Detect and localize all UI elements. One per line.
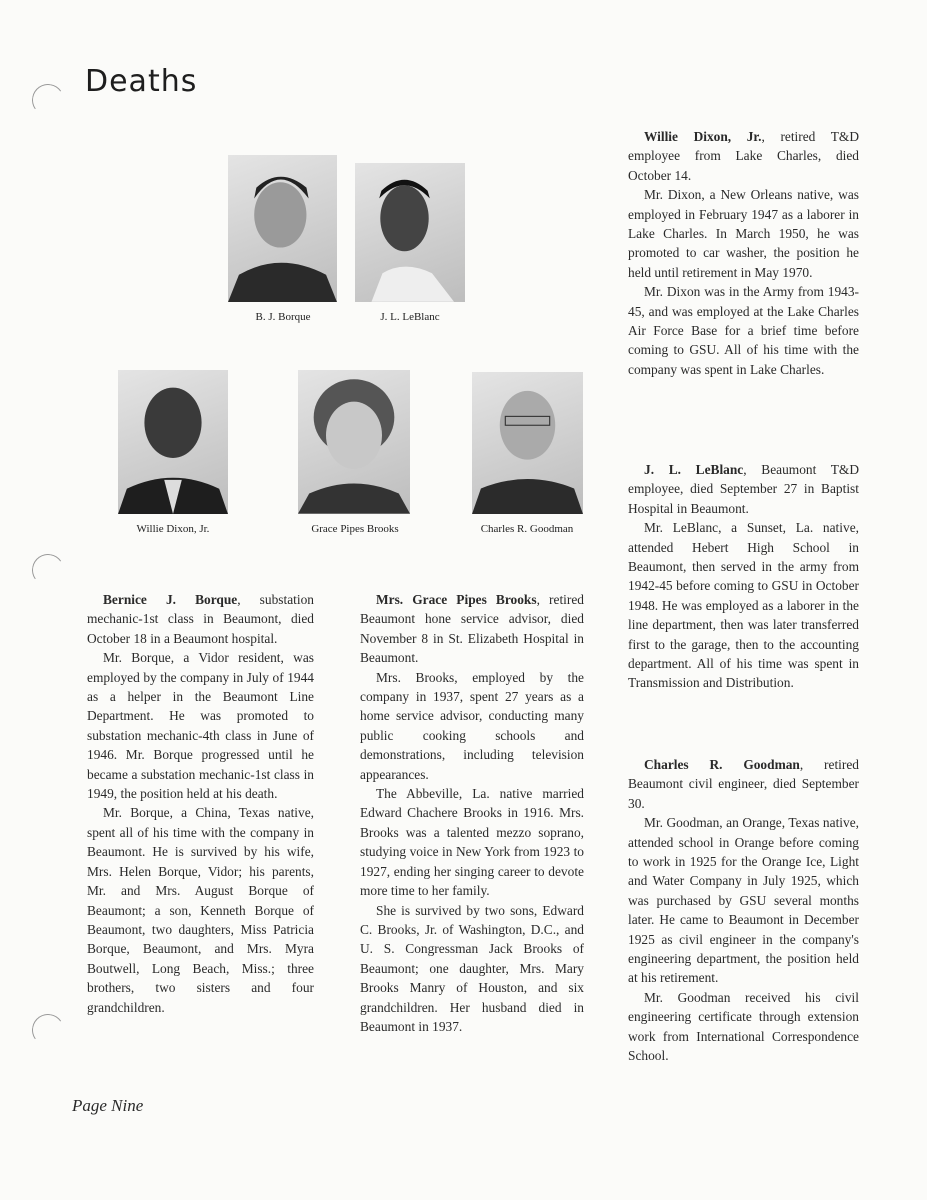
article-paragraph: Mr. LeBlanc, a Sunset, La. native, attended Hebert High School in Beaumont, then served in the army from 1942-45 before coming to GSU in October 1948. He was employed as a laborer in the line department, then was later transferred first to the garage, then to the accounting department. All of his time was spent in Transmission and Distribution. xyxy=(628,520,859,691)
portrait-photo-borque xyxy=(228,155,337,302)
portrait-photo-leblanc xyxy=(355,163,465,302)
article-borque xyxy=(87,590,314,1017)
photo-caption: B. J. Borque xyxy=(255,311,311,323)
photo-caption: Charles R. Goodman xyxy=(480,523,574,535)
page-number: Page Nine xyxy=(72,1096,144,1115)
article-lead: , retired Beaumont hone service advisor, died November 8 in St. Elizabeth Hospital in Beaumont. xyxy=(360,592,584,666)
deceased-name: Mrs. Grace Pipes Brooks xyxy=(376,592,537,607)
article-paragraph: Mr. Dixon was in the Army from 1943-45, and was employed at the Lake Charles Air Force Base for a brief time before coming to GSU. All of his time with the company was spent in Lake Charles. xyxy=(628,284,859,377)
article-goodman xyxy=(628,755,859,1066)
article-dixon xyxy=(628,127,859,379)
article-paragraph: Mr. Borque, a China, Texas native, spent all of his time with the company in Beaumont. He is survived by his wife, Mrs. Helen Borque, Vidor; his parents, Mr. and Mrs. August Borque of Beaumont; a son, Kenneth Borque of Beaumont, two daughters, Miss Patricia Borque, Beaumont, and Mrs. Myra Boutwell, Long Beach, Miss.; three brothers, two sisters and four grandchildren. xyxy=(87,805,314,1015)
article-paragraph: Mr. Dixon, a New Orleans native, was employed in February 1947 as a laborer in Lake Charles. In March 1950, he was promoted to car washer, the position he held until retirement in May 1970. xyxy=(628,187,859,280)
portrait-photo-dixon xyxy=(118,370,228,514)
article-paragraph: Mr. Goodman, an Orange, Texas native, attended school in Orange before coming to work in 1925 for the Orange Ice, Light and Water Company in July 1925, which was purchased by GSU several months later. He came to Beaumont in December 1925 as civil engineer in the company's engineering department, the position held at his retirement. xyxy=(628,815,859,986)
photo-caption: J. L. LeBlanc xyxy=(380,311,440,323)
article-lead: , substation mechanic-1st class in Beaumont, died October 18 in a Beaumont hospital. xyxy=(87,592,314,646)
deceased-name: Bernice J. Borque xyxy=(103,592,238,607)
portrait-photo-brooks xyxy=(298,370,410,514)
article-paragraph: Mrs. Brooks, employed by the company in 1937, spent 27 years as a home service advisor, conducting many public cooking schools and demonstrations, including television appearances. xyxy=(360,669,584,782)
article-paragraph: Mr. Borque, a Vidor resident, was employed by the company in July of 1944 as a helper in the Beaumont Line Department. He was promoted to substation mechanic-4th class in June of 1946. Mr. Borque progressed until he became a substation mechanic-1st class in 1949, the position held at his death. xyxy=(87,650,314,802)
binder-hole-mark xyxy=(29,81,66,118)
article-paragraph: She is survived by two sons, Edward C. Brooks, Jr. of Washington, D.C., and U. S. Congressman Jack Brooks of Beaumont; one daughter, Mrs. Mary Brooks Manry of Houston, and six grandchildren. Her husband died in Beaumont in 1937. xyxy=(360,902,584,1034)
binder-hole-mark xyxy=(29,1011,66,1048)
article-paragraph: The Abbeville, La. native married Edward Chachere Brooks in 1916. Mrs. Brooks was a talented mezzo soprano, studying voice in New York from 1923 to 1927, ending her singing career to devote more time to her family. xyxy=(360,786,584,899)
deceased-name: J. L. LeBlanc xyxy=(644,462,744,477)
page-title: Deaths xyxy=(85,64,198,99)
article-lead: , Beaumont T&D employee, died September 27 in Baptist Hospital in Beaumont. xyxy=(628,462,859,516)
article-lead: , retired T&D employee from Lake Charles, died October 14. xyxy=(628,129,859,183)
photo-caption: Grace Pipes Brooks xyxy=(311,523,399,535)
article-lead: , retired Beaumont civil engineer, died September 30. xyxy=(628,757,859,811)
article-paragraph: Mr. Goodman received his civil engineering certificate through extension work from International Correspondence School. xyxy=(628,989,859,1064)
article-leblanc xyxy=(628,460,859,693)
article-brooks xyxy=(360,590,584,1036)
binder-hole-mark xyxy=(29,551,66,588)
portrait-photo-goodman xyxy=(472,372,583,514)
deceased-name: Charles R. Goodman xyxy=(644,757,800,772)
deceased-name: Willie Dixon, Jr. xyxy=(644,129,762,144)
photo-caption: Willie Dixon, Jr. xyxy=(136,523,210,535)
